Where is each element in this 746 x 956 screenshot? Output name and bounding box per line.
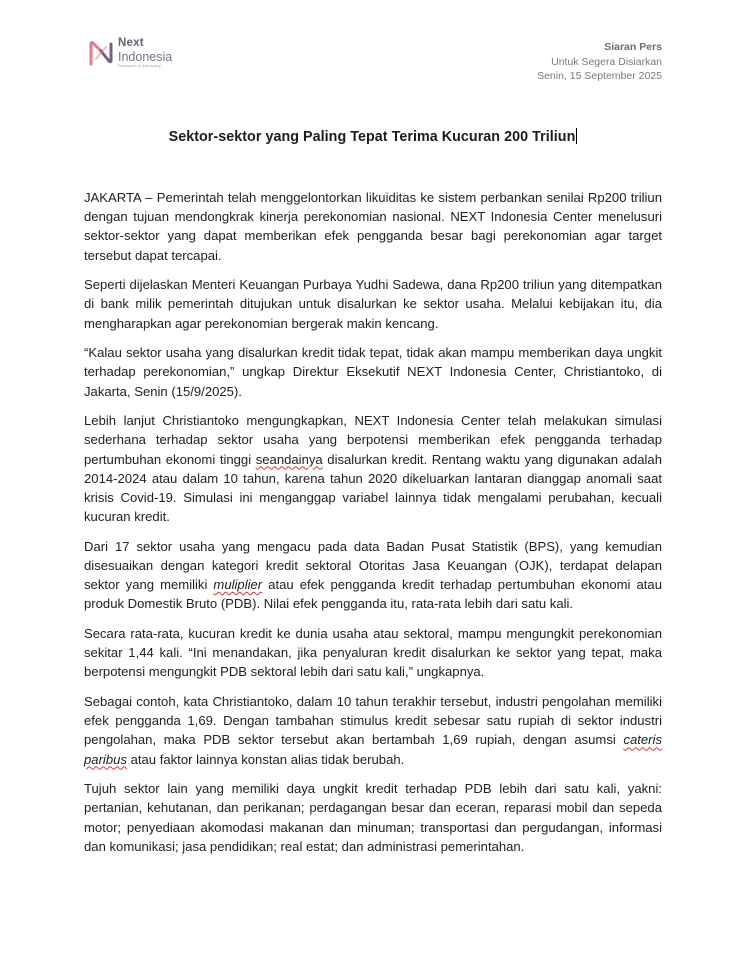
next-indonesia-logo-mark — [87, 39, 115, 67]
release-date: Senin, 15 September 2025 — [537, 70, 662, 82]
paragraph-1: JAKARTA – Pemerintah telah menggelontorkan likuiditas ke sistem perbankan senilai Rp200 triliun dengan tujuan mendongkrak kinerja perekonomian nasional. NEXT Indonesia Center menelusuri sektor-sektor yang dapat memberikan efek pengganda besar bagi perekonomian agar target tersebut dapat tercapai. — [84, 190, 662, 263]
document-title-line — [0, 128, 746, 145]
paragraph-4 — [84, 411, 662, 526]
press-type: Siaran Pers — [604, 41, 662, 53]
paragraph-4-text-b: disalurkan kredit. Rentang waktu yang digunakan adalah 2014-2024 atau dalam 10 tahun, karena tahun 2020 dikeluarkan lantaran dianggap anomali saat krisis Covid-19. Simulasi ini menganggap variabel lainnya tidak mengalami perubahan, kecuali kucuran kredit. — [84, 451, 662, 525]
press-meta — [537, 40, 662, 84]
paragraph-3: “Kalau sektor usaha yang disalurkan kredit tidak tepat, tidak akan mampu memberikan daya ungkit terhadap perekonomian,” ungkap Direktur Eksekutif NEXT Indonesia Center, Christiantoko, di Jakarta, Senin (15/9/2025). — [84, 345, 662, 399]
text-cursor — [576, 128, 577, 144]
next-indonesia-logo — [87, 38, 187, 72]
paragraph-5-text-b: atau efek pengganda kredit terhadap pertumbuhan ekonomi atau produk Domestik Bruto (PDB). Nilai efek pengganda itu, rata-rata lebih dari satu kali. — [84, 577, 662, 612]
paragraph-5 — [84, 537, 662, 614]
logo-tagline: Research & Advocacy — [118, 63, 161, 68]
paragraph-7-text-a: Sebagai contoh, kata Christiantoko, dalam 10 tahun terakhir tersebut, industri pengolahan memiliki efek pengganda 1,69. Dengan tambahan stimulus kredit sebesar satu rupiah di sektor industri pengolahan, maka PDB sektor tersebut akan bertambah 1,69 rupiah, dengan asumsi — [84, 694, 662, 748]
paragraph-6: Secara rata-rata, kucuran kredit ke dunia usaha atau sektoral, mampu mengungkit perekonomian sekitar 1,44 kali. “Ini menandakan, jika penyaluran kredit disalurkan ke sektor yang tepat, maka berpotensi mengungkit PDB sektoral lebih dari satu kali,” ungkapnya. — [84, 626, 662, 680]
paragraph-8: Tujuh sektor lain yang memiliki daya ungkit kredit terhadap PDB lebih dari satu kali, yakni: pertanian, kehutanan, dan perikanan; perdagangan besar dan eceran, reparasi mobil dan sepeda motor; penyediaan akomodasi makanan dan minuman; transportasi dan pergudangan, informasi dan komunikasi; jasa pendidikan; real estat; dan administrasi pemerintahan. — [84, 781, 662, 854]
logo-line1: Next — [118, 37, 144, 49]
spellcheck-word-muliplier: muliplier — [213, 577, 263, 593]
spellcheck-word-seandainya: seandainya — [255, 451, 323, 467]
document-title: Sektor-sektor yang Paling Tepat Terima Kucuran 200 Triliun — [168, 129, 576, 145]
paragraph-2: Seperti dijelaskan Menteri Keuangan Purbaya Yudhi Sadewa, dana Rp200 triliun yang ditempatkan di bank milik pemerintah ditujukan untuk disalurkan ke sektor usaha. Melalui kebijakan itu, dia mengharapkan agar perekonomian bergerak makin kencang. — [84, 277, 662, 331]
paragraph-5-text-a: Dari 17 sektor usaha yang mengacu pada data Badan Pusat Statistik (BPS), yang kemudian disesuaikan dengan kategori kredit sektoral Otoritas Jasa Keuangan (OJK), terdapat delapan sektor yang memiliki — [84, 538, 662, 593]
logo-wordmark — [118, 38, 172, 68]
spellcheck-word-cateris-paribus: cateris paribus — [84, 732, 662, 767]
paragraph-7-text-b: atau faktor lainnya konstan alias tidak berubah. — [126, 751, 405, 767]
paragraph-7 — [84, 692, 662, 769]
release-note: Untuk Segera Disiarkan — [551, 55, 662, 68]
paragraph-4-text-a: Lebih lanjut Christiantoko mengungkapkan, NEXT Indonesia Center telah melakukan simulasi sederhana terhadap sektor usaha yang berpotensi memberikan efek pengganda terhadap pertumbuhan ekonomi tinggi — [84, 413, 662, 467]
logo-line2: Indonesia — [118, 49, 173, 64]
document-body — [84, 188, 662, 866]
